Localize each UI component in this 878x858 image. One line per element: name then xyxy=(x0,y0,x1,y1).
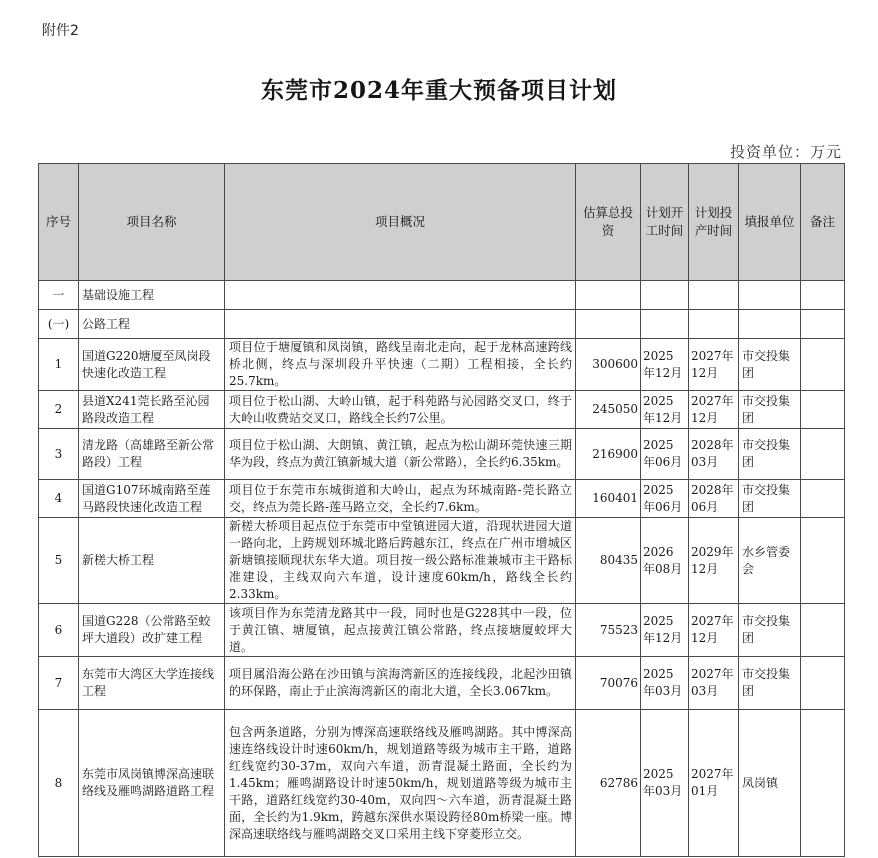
section-name: 基础设施工程 xyxy=(79,281,225,310)
project-finish: 2027年03月 xyxy=(689,657,739,710)
project-invest: 80435 xyxy=(576,518,641,604)
project-finish: 2027年12月 xyxy=(689,604,739,657)
project-invest: 160401 xyxy=(576,480,641,518)
table-row xyxy=(39,391,845,429)
project-invest: 70076 xyxy=(576,657,641,710)
project-unit: 凤岗镇 xyxy=(739,710,801,857)
table-row xyxy=(39,657,845,710)
unit-label: 投资单位：万元 xyxy=(729,143,842,161)
project-unit: 市交投集团 xyxy=(739,391,801,429)
table-row xyxy=(39,480,845,518)
project-desc: 项目位于松山湖、大岭山镇，起于科苑路与沁园路交叉口，终于大岭山收费站交叉口，路线全长约7公里。 xyxy=(225,391,576,429)
header-unit: 填报单位 xyxy=(739,164,801,281)
project-remark xyxy=(801,480,845,518)
project-start: 2025年12月 xyxy=(641,604,689,657)
project-invest: 75523 xyxy=(576,604,641,657)
project-invest: 216900 xyxy=(576,429,641,480)
project-name: 东莞市凤岗镇博深高速联络线及雁鸣湖路道路工程 xyxy=(79,710,225,857)
project-finish: 2028年03月 xyxy=(689,429,739,480)
row-no: 6 xyxy=(39,604,79,657)
project-unit: 市交投集团 xyxy=(739,429,801,480)
header-desc: 项目概况 xyxy=(225,164,576,281)
project-start: 2026年08月 xyxy=(641,518,689,604)
table-row xyxy=(39,604,845,657)
project-invest: 300600 xyxy=(576,339,641,391)
project-start: 2025年12月 xyxy=(641,391,689,429)
project-desc: 项目位于松山湖、大朗镇、黄江镇，起点为松山湖环莞快速三期华为段，终点为黄江镇新城大道（新公常路），全长约6.35km。 xyxy=(225,429,576,480)
project-name: 国道G107环城南路至莲马路段快速化改造工程 xyxy=(79,480,225,518)
section-name: 公路工程 xyxy=(79,310,225,339)
project-start: 2025年06月 xyxy=(641,480,689,518)
header-remark: 备注 xyxy=(801,164,845,281)
section-row xyxy=(39,281,845,310)
row-no: 1 xyxy=(39,339,79,391)
project-desc: 包含两条道路，分别为博深高速联络线及雁鸣湖路。其中博深高速连络线设计时速60km/h，规划道路等级为城市主干路，道路红线宽约30-37m，双向六车道，沥青混凝土路面，全长约为1.45km；雁鸣湖路设计时速50km/h，规划道路等级为城市主干路，道路红线宽约30-40m，双向四～六车道，沥青混凝土路面，全长约为1.9km，跨越东深供水渠设跨径80m桥梁一座。博深高速联络线与雁鸣湖路交叉口采用主线下穿菱形立交。 xyxy=(225,710,576,857)
header-finish: 计划投产时间 xyxy=(689,164,739,281)
row-no: 5 xyxy=(39,518,79,604)
header-name: 项目名称 xyxy=(79,164,225,281)
row-no: 7 xyxy=(39,657,79,710)
project-start: 2025年03月 xyxy=(641,710,689,857)
project-desc: 项目属沿海公路在沙田镇与滨海湾新区的连接线段，北起沙田镇的环保路，南止于止滨海湾新区的南北大道，全长3.067km。 xyxy=(225,657,576,710)
header-start: 计划开工时间 xyxy=(641,164,689,281)
row-no: 8 xyxy=(39,710,79,857)
header-no: 序号 xyxy=(39,164,79,281)
project-name: 国道G220塘厦至凤岗段快速化改造工程 xyxy=(79,339,225,391)
table-row xyxy=(39,429,845,480)
attachment-label: 附件2 xyxy=(42,23,79,39)
project-invest: 62786 xyxy=(576,710,641,857)
header-row xyxy=(39,164,845,281)
table-row xyxy=(39,518,845,604)
project-finish: 2027年01月 xyxy=(689,710,739,857)
row-no: 4 xyxy=(39,480,79,518)
project-finish: 2028年06月 xyxy=(689,480,739,518)
section-row xyxy=(39,310,845,339)
project-desc: 项目位于东莞市东城街道和大岭山，起点为环城南路-莞长路立交，终点为莞长路-莲马路立交，全长约7.6km。 xyxy=(225,480,576,518)
header-invest: 估算总投资 xyxy=(576,164,641,281)
table-row xyxy=(39,339,845,391)
project-finish: 2027年12月 xyxy=(689,339,739,391)
section-no: 一 xyxy=(39,281,79,310)
project-name: 东莞市大湾区大学连接线工程 xyxy=(79,657,225,710)
project-remark xyxy=(801,657,845,710)
project-unit: 水乡管委会 xyxy=(739,518,801,604)
row-no: 3 xyxy=(39,429,79,480)
project-remark xyxy=(801,429,845,480)
project-table xyxy=(38,163,845,857)
project-unit: 市交投集团 xyxy=(739,604,801,657)
project-remark xyxy=(801,339,845,391)
project-unit: 市交投集团 xyxy=(739,339,801,391)
project-invest: 245050 xyxy=(576,391,641,429)
project-desc: 该项目作为东莞清龙路其中一段，同时也是G228其中一段，位于黄江镇、塘厦镇，起点接黄江镇公常路，终点接塘厦蛟坪大道。 xyxy=(225,604,576,657)
project-start: 2025年12月 xyxy=(641,339,689,391)
project-name: 清龙路（高雄路至新公常路段）工程 xyxy=(79,429,225,480)
project-remark xyxy=(801,518,845,604)
row-no: 2 xyxy=(39,391,79,429)
section-no: (一) xyxy=(39,310,79,339)
project-remark xyxy=(801,391,845,429)
project-name: 新槎大桥工程 xyxy=(79,518,225,604)
project-desc: 项目位于塘厦镇和凤岗镇，路线呈南北走向，起于龙林高速跨线桥北侧，终点与深圳段升平快速（二期）工程相接，全长约25.7km。 xyxy=(225,339,576,391)
project-unit: 市交投集团 xyxy=(739,480,801,518)
project-finish: 2029年12月 xyxy=(689,518,739,604)
project-desc: 新槎大桥项目起点位于东莞市中堂镇进园大道，沿现状进园大道一路向北，上跨规划环城北路后跨越东江，终点在广州市增城区新塘镇接顺现状东华大道。项目按一级公路标准兼城市主干路标准建设，主线双向六车道，设计速度60km/h，路线全长约2.33km。 xyxy=(225,518,576,604)
table-row xyxy=(39,710,845,857)
page-title: 东莞市2024年重大预备项目计划 xyxy=(260,77,617,104)
project-start: 2025年03月 xyxy=(641,657,689,710)
project-name: 国道G228（公常路至蛟坪大道段）改扩建工程 xyxy=(79,604,225,657)
project-unit: 市交投集团 xyxy=(739,657,801,710)
project-name: 县道X241莞长路至沁园路段改造工程 xyxy=(79,391,225,429)
project-finish: 2027年12月 xyxy=(689,391,739,429)
project-remark xyxy=(801,710,845,857)
project-remark xyxy=(801,604,845,657)
project-start: 2025年06月 xyxy=(641,429,689,480)
